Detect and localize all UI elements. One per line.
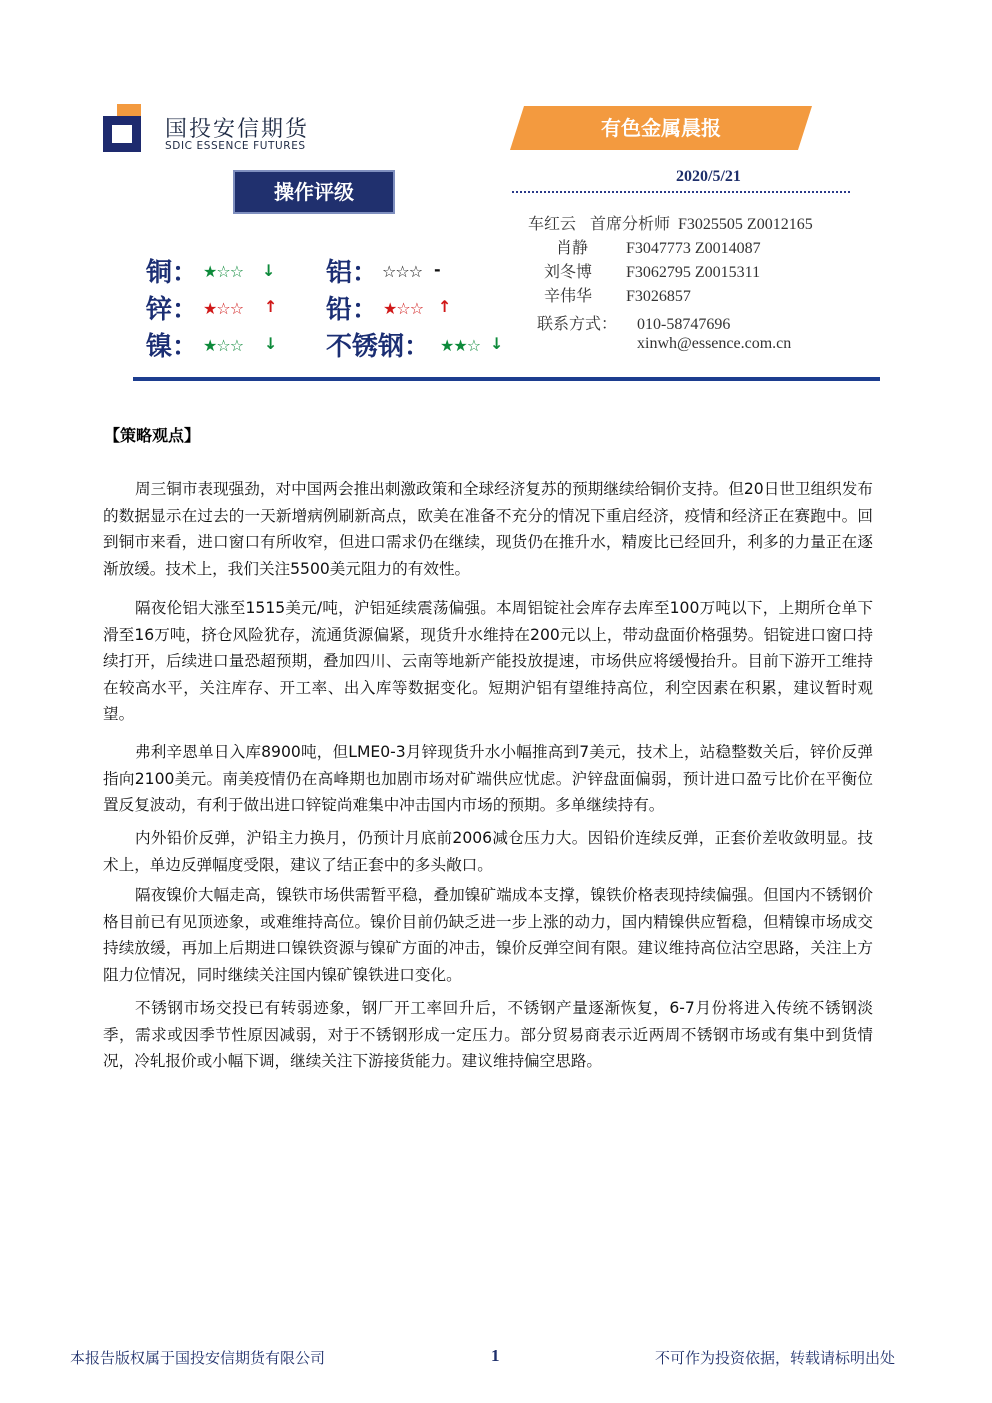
analyst-row xyxy=(528,211,813,234)
metal-nickel-name: 镍： xyxy=(146,332,199,362)
metal-aluminum-stars: ☆☆☆ xyxy=(382,262,423,281)
paragraph-copper: 周三铜市表现强劲，对中国两会推出刺激政策和全球经济复苏的预期继续给铜价支持。但20日世卫组织发布的数据显示在过去的一天新增病例刷新高点，欧美在准备不充分的情况下重启经济，疫情和经济正在赛跑中。回到铜市来看，进口窗口有所收窄，但进口需求仍在继续，现货仍在推升水，精废比已经回升，利多的力量正在逐渐放缓。技术上，我们关注5500美元阻力的有效性。 xyxy=(103,480,873,578)
footer-copyright: 本报告版权属于国投安信期货有限公司 xyxy=(70,1349,326,1367)
metal-copper-stars: ★☆☆ xyxy=(203,262,244,281)
contact-email[interactable]: xinwh@essence.com.cn xyxy=(637,335,792,352)
analyst-id: F3026857 xyxy=(626,288,691,305)
metal-stainless-steel-stars: ★★☆ xyxy=(440,336,481,355)
dotted-divider xyxy=(512,191,850,193)
contact-phone: 010-58747696 xyxy=(637,316,731,333)
metal-aluminum-name: 铝： xyxy=(326,258,379,288)
analyst-row xyxy=(544,283,691,306)
metal-nickel-arrow: ↓ xyxy=(264,334,278,353)
metal-copper-name: 铜： xyxy=(146,258,199,288)
metal-stainless-steel-arrow: ↓ xyxy=(490,334,504,353)
metal-aluminum-arrow: - xyxy=(434,260,441,279)
analyst-name: 刘冬博 xyxy=(544,264,593,281)
footer-disclaimer: 不可作为投资依据，转载请标明出处 xyxy=(655,1349,896,1367)
metal-lead-name: 铅： xyxy=(326,295,379,325)
company-logo-icon xyxy=(103,104,155,152)
contact-row xyxy=(537,311,730,334)
analyst-name: 肖静 xyxy=(556,240,589,257)
metal-lead-arrow: ↑ xyxy=(438,297,452,316)
paragraph-stainless-steel: 不锈钢市场交投已有转弱迹象，钢厂开工率回升后，不锈钢产量逐渐恢复，6-7月份将进入传统不锈钢淡季，需求或因季节性原因减弱，对于不锈钢形成一定压力。部分贸易商表示近两周不锈钢市场或有集中到货情况，冷轧报价或小幅下调，继续关注下游接货能力。建议维持偏空思路。 xyxy=(103,999,873,1070)
analyst-row xyxy=(544,259,760,282)
metal-zinc-stars: ★☆☆ xyxy=(203,299,244,318)
analyst-title: 首席分析师 xyxy=(590,216,671,233)
paragraph-zinc: 弗利辛恩单日入库8900吨，但LME0-3月锌现货升水小幅推高到7美元，技术上，站稳整数关后，锌价反弹指向2100美元。南美疫情仍在高峰期也加剧市场对矿端供应忧虑。沪锌盘面偏弱，预计进口盈亏比价在平衡位置反复波动，有利于做出进口锌锭尚难集中冲击国内市场的预期。多单继续持有。 xyxy=(103,743,873,814)
contact-label: 联系方式： xyxy=(537,316,618,333)
rating-label-box: 操作评级 xyxy=(233,170,395,214)
metal-lead-stars: ★☆☆ xyxy=(383,299,424,318)
company-name-cn: 国投安信期货 xyxy=(165,117,310,142)
paragraph-lead: 内外铅价反弹，沪铅主力换月，仍预计月底前2006减仓压力大。因铅价连续反弹，正套价差收敛明显。技术上，单边反弹幅度受限，建议了结正套中的多头敞口。 xyxy=(103,829,873,874)
analyst-name: 辛伟华 xyxy=(544,288,593,305)
metal-zinc-arrow: ↑ xyxy=(264,297,278,316)
analyst-id: F3062795 Z0015311 xyxy=(626,264,761,281)
section-heading: 【策略观点】 xyxy=(104,426,201,445)
analyst-name: 车红云 xyxy=(528,216,577,233)
page-number: 1 xyxy=(491,1346,500,1365)
paragraph-nickel: 隔夜镍价大幅走高，镍铁市场供需暂平稳，叠加镍矿端成本支撑，镍铁价格表现持续偏强。但国内不锈钢价格目前已有见顶迹象，或难维持高位。镍价目前仍缺乏进一步上涨的动力，国内精镍供应暂稳，但精镍市场成交持续放缓，再加上后期进口镍铁资源与镍矿方面的冲击，镍价反弹空间有限。建议维持高位沽空思路，关注上方阻力位情况，同时继续关注国内镍矿镍铁进口变化。 xyxy=(103,886,873,984)
analyst-row xyxy=(556,235,761,258)
company-name-en: SDIC ESSENCE FUTURES xyxy=(165,140,306,152)
metal-copper-arrow: ↓ xyxy=(262,261,276,280)
metal-stainless-steel-name: 不锈钢： xyxy=(326,332,431,362)
header-divider xyxy=(133,377,880,381)
analyst-id: F3047773 Z0014087 xyxy=(626,240,761,257)
metal-zinc-name: 锌： xyxy=(146,295,199,325)
paragraph-aluminum: 隔夜伦铝大涨至1515美元/吨，沪铝延续震荡偏强。本周铝锭社会库存去库至100万吨以下，上期所仓单下滑至16万吨，挤仓风险犹存，流通货源偏紧，现货升水维持在200元以上，带动盘面价格强势。铝锭进口窗口持续打开，后续进口量恐超预期，叠加四川、云南等地新产能投放提速，市场供应将缓慢抬升。目前下游开工维持在较高水平，关注库存、开工率、出入库等数据变化。短期沪铝有望维持高位，利空因素在积累，建议暂时观望。 xyxy=(103,599,873,723)
metal-nickel-stars: ★☆☆ xyxy=(203,336,244,355)
report-title: 有色金属晨报 xyxy=(601,116,721,140)
analyst-id: F3025505 Z0012165 xyxy=(678,216,813,233)
report-date: 2020/5/21 xyxy=(676,168,741,185)
